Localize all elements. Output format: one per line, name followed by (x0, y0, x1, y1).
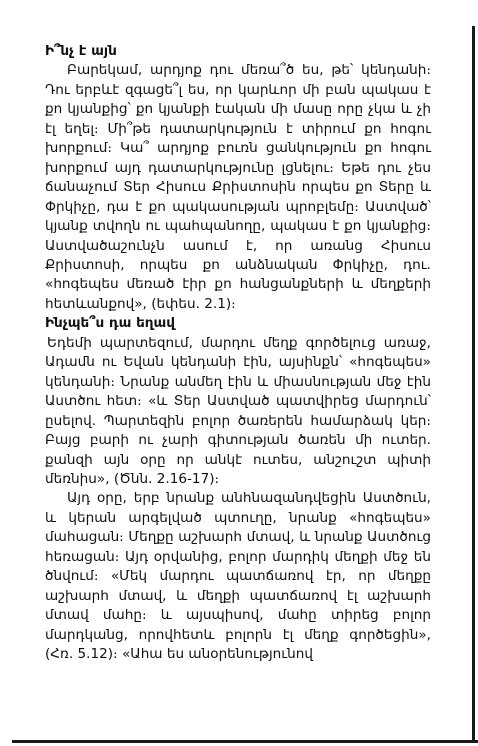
paragraph-spiritual-emptiness: Բարեկամ, արդյոք դու մեռա՞ծ ես, թե՝ կենդանի։ Դու երբևէ զգացե՞լ ես, որ կարևոր մի բան պակաս է քո կյանքից՝ քո կյանքի էական մի մասը որը չկա և չի էլ եղել։ Մի՞թե դատարկություն է տիրում քո հոգու խորքում։ Կա՞ արդյոք բուռն ցանկություն քո հոգու խորքում այդ դատարկությունը լցնելու։ Եթե դու չես ճանաչում Տեր Հիսուս Քրիստոսին որպես քո Տերը և Փրկիչը, դա է քո պակասության պրոբլեմը։ Աստված՝ կյանք տվողն ու պահպանողը, պակաս է քո կյանքից։ Աստվածաշունչն ասում է, որ առանց Հիսուս Քրիստոսի, որպես քո անձնական Փրկիչը, դու. «հոգեպես մեռած էիր քո հանցանքների և մեղքերի հետևանքով», (եփես. 2.1)։ (45, 62, 431, 312)
section-heading-what-is-it: Ի՞նչ է այն (45, 43, 117, 59)
paragraph-fall-into-sin: Այդ օրը, երբ նրանք անհնազանդվեցին Աստծուն, և կերան արգելված պտուղը, նրանք «հոգեպես» մահացան։ Մեղքը աշխարհ մտավ, և նրանք Աստծուց հեռացան։ Այդ օրվանից, բոլոր մարդիկ մեղքի մեջ են ծնվում։ «Մեկ մարդու պատճառով էր, որ մեղքը աշխարհ մտավ, և մեղքի պատճառով էլ աշխարհ մտավ մահը։ և այսպիսով, մահը տիրեց բոլոր մարդկանց, որովհետև բոլորն էլ մեղք գործեցին», (Հռ. 5.12)։ «Ահա ես անօրենությունով (45, 490, 431, 663)
page-border-right (472, 26, 475, 740)
document-body (45, 42, 431, 665)
page-border-bottom (12, 740, 478, 743)
section-heading-how-did-it-happen: Ինչպե՞ս դա եղավ (45, 315, 176, 332)
paragraph-garden-of-eden: Եդեմի պարտեզում, մարդու մեղք գործելուց առաջ, Ադամն ու Եվան կենդանի էին, այսինքն՝ «հոգեպես» կենդանի։ Նրանք անմեղ էին և միասնության մեջ էին Աստծու հետ։ «և Տեր Աստված պատվիրեց մարդուն՝ ըսելով. Պարտեզին բոլոր ծառերեն համարձակ կեր։ Բայց բարի ու չարի գիտության ծառեն մի ուտեր. քանզի այն օրը որ անկէ ուտես, անշուշտ պիտի մեռնիս», (Ծնն. 2.16-17)։ (45, 334, 431, 487)
